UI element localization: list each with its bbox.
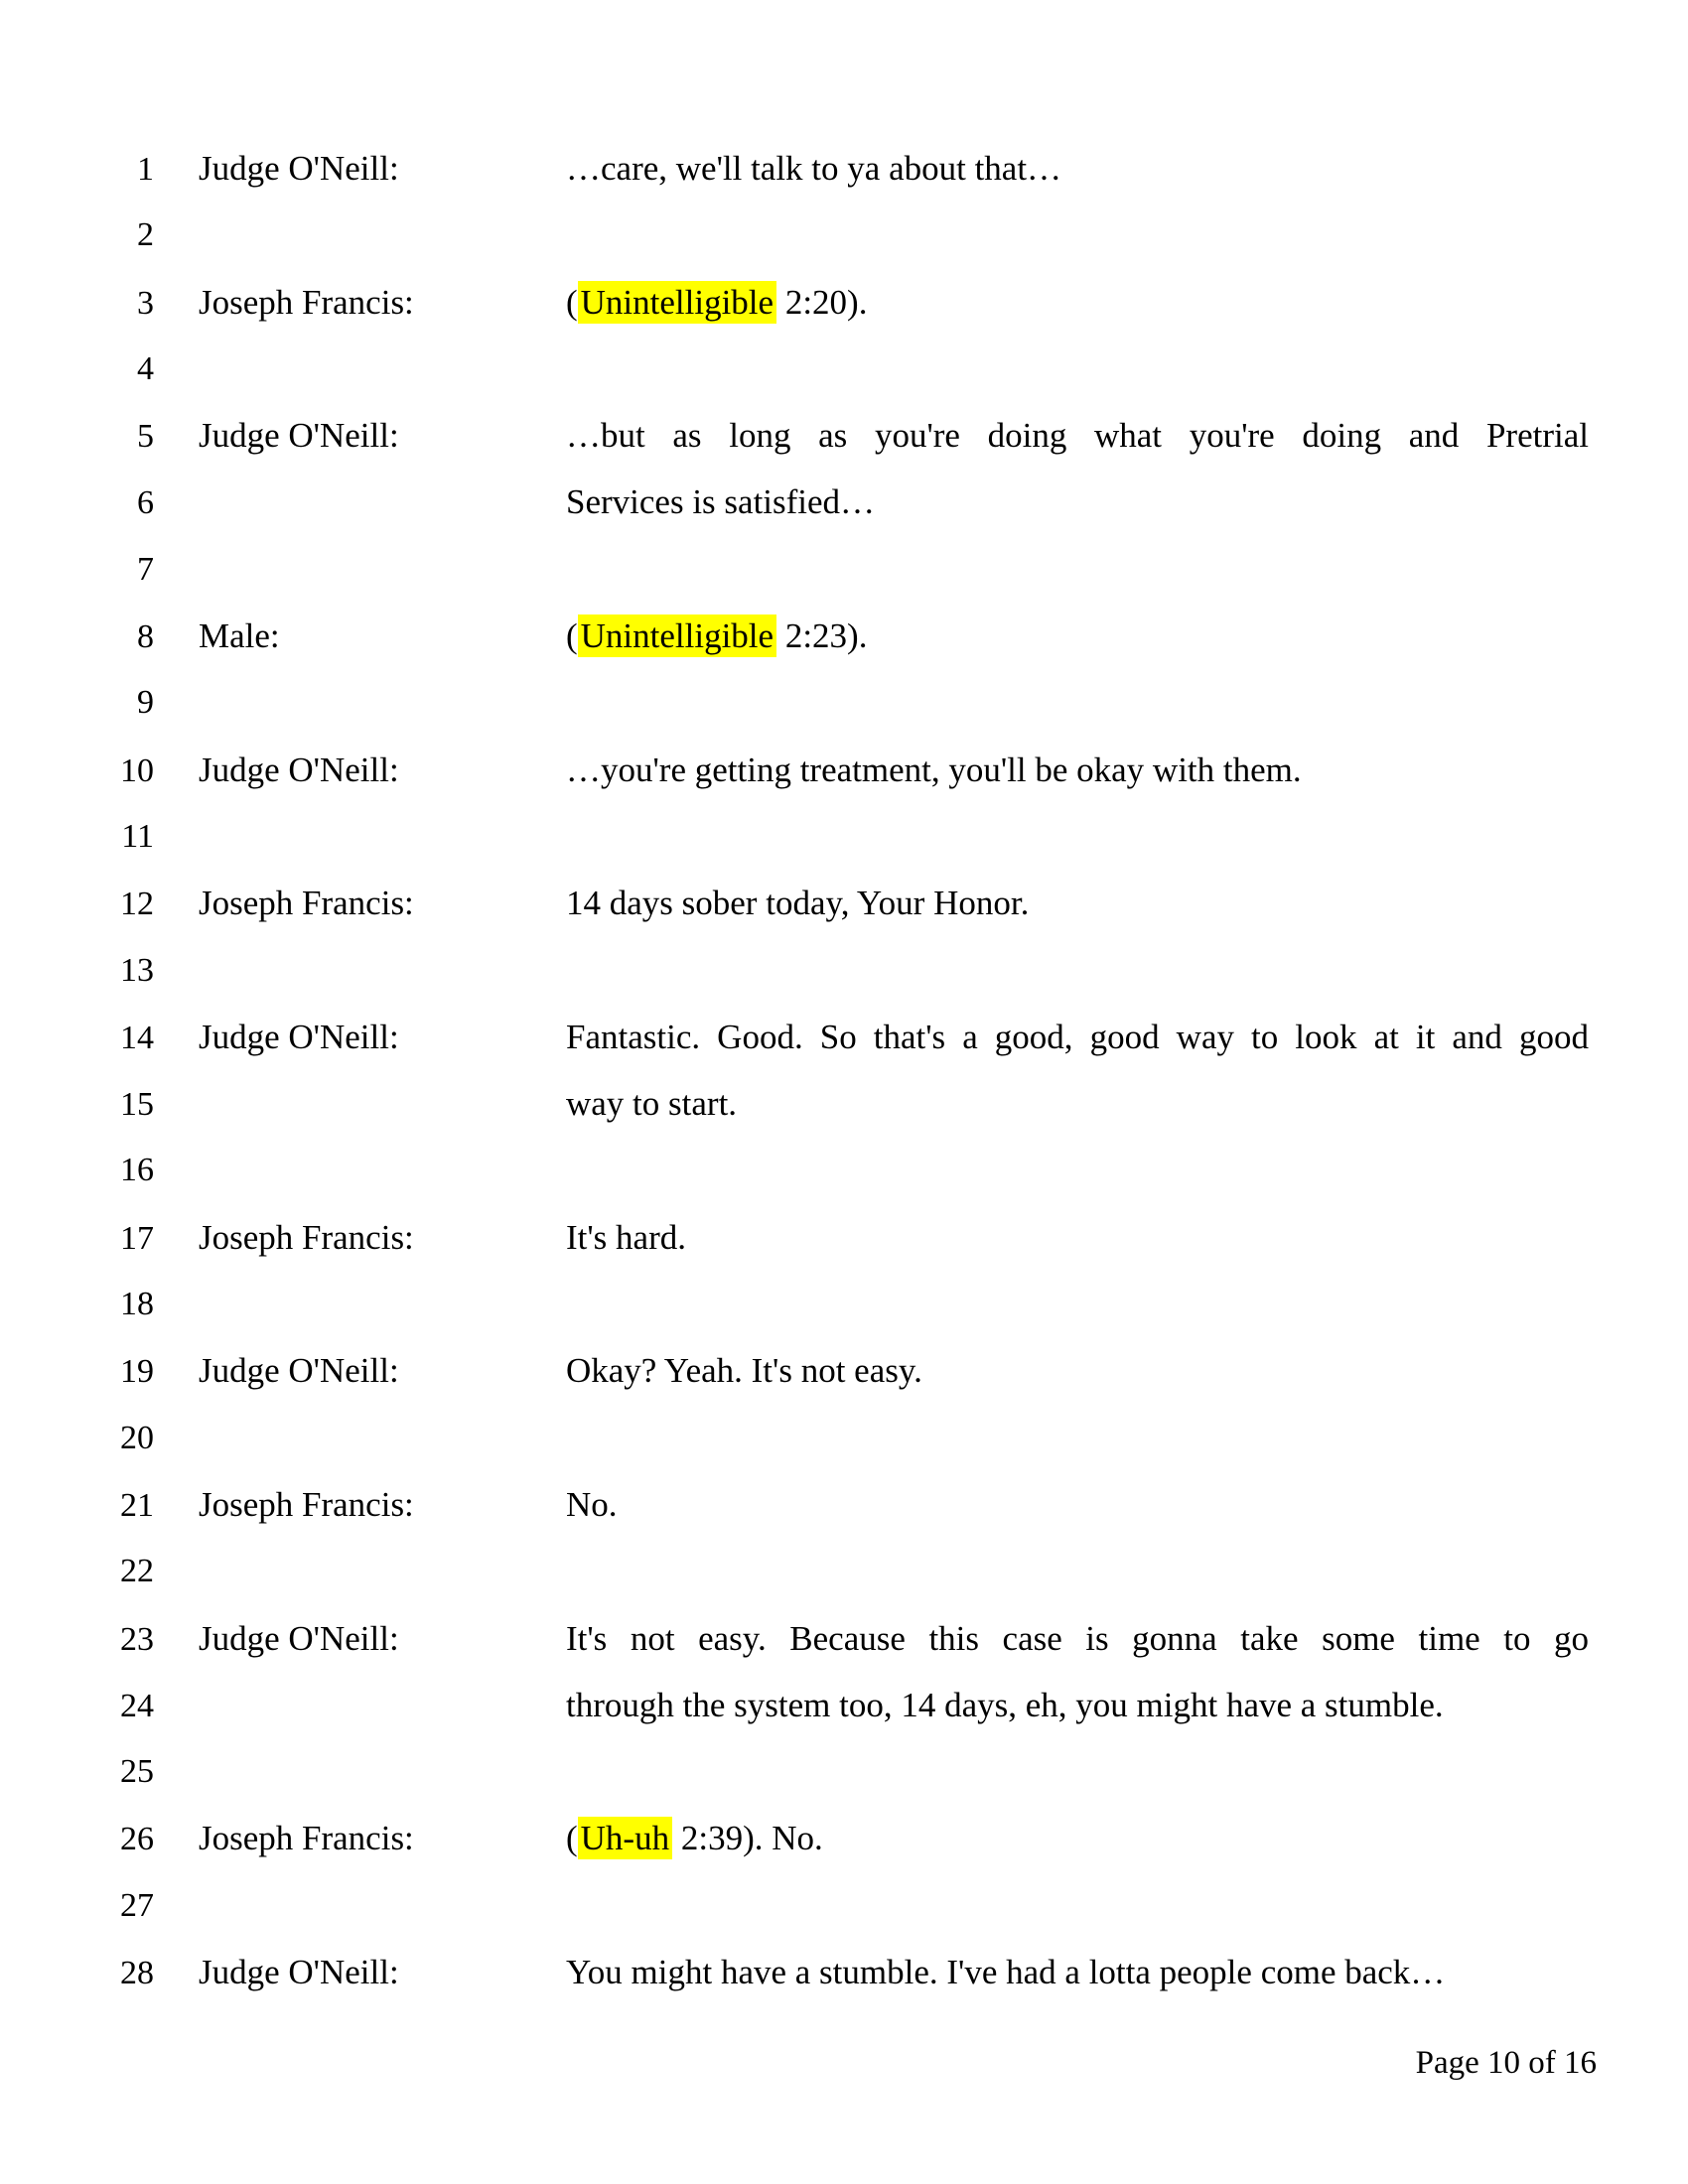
dialogue-text: [566, 1337, 1589, 1404]
transcript-line: [0, 269, 1688, 336]
dialogue-text: [566, 1204, 1589, 1271]
transcript-line: [0, 937, 1688, 1004]
dialogue-text: [566, 135, 1589, 202]
dialogue-segment: (: [566, 1819, 578, 1858]
line-number: 7: [137, 550, 154, 588]
line-number: 14: [120, 1019, 154, 1056]
speaker-label: Male:: [199, 616, 280, 656]
line-number: 2: [137, 216, 154, 254]
line-number: 18: [120, 1286, 154, 1323]
dialogue-segment: Services is satisfied…: [566, 482, 876, 522]
dialogue-segment: …but as long as you're doing what you're doing and Pretrial: [566, 416, 1589, 456]
line-number: 4: [137, 349, 154, 387]
line-number: 3: [137, 284, 154, 322]
dialogue-segment: No.: [566, 1484, 618, 1524]
speaker-label: Joseph Francis:: [199, 282, 414, 322]
dialogue-text: [566, 1070, 1589, 1137]
line-number: 6: [137, 484, 154, 522]
transcript-line: [0, 1939, 1688, 2005]
line-number: 5: [137, 418, 154, 456]
line-number: 16: [120, 1152, 154, 1189]
line-number: 23: [120, 1620, 154, 1658]
dialogue-segment: …care, we'll talk to ya about that…: [566, 149, 1062, 188]
line-number: 8: [137, 618, 154, 656]
dialogue-segment: way to start.: [566, 1084, 738, 1124]
transcript-line: [0, 603, 1688, 669]
transcript-line: [0, 737, 1688, 803]
speaker-label: Judge O'Neill:: [199, 1618, 399, 1658]
dialogue-segment: 14 days sober today, Your Honor.: [566, 884, 1030, 923]
dialogue-text: [566, 269, 1589, 336]
line-number: 1: [137, 151, 154, 188]
transcript-line: [0, 1405, 1688, 1471]
transcript-line: [0, 202, 1688, 268]
dialogue-segment: (: [566, 616, 578, 656]
transcript-line: [0, 1204, 1688, 1271]
line-number: 25: [120, 1753, 154, 1791]
transcript-line: [0, 402, 1688, 469]
line-number: 13: [120, 951, 154, 989]
dialogue-text: [566, 1672, 1589, 1738]
transcript-body: [0, 135, 1688, 2005]
transcript-line: [0, 1271, 1688, 1337]
dialogue-segment: You might have a stumble. I've had a lotta people come back…: [566, 1953, 1446, 1992]
speaker-label: Judge O'Neill:: [199, 750, 399, 789]
transcript-line: [0, 1004, 1688, 1070]
line-number: 12: [120, 886, 154, 923]
transcript-line: [0, 1538, 1688, 1604]
dialogue-segment: 2:20).: [776, 282, 868, 322]
dialogue-segment: …you're getting treatment, you'll be okay with them.: [566, 750, 1302, 789]
transcript-line: [0, 1605, 1688, 1672]
speaker-label: Joseph Francis:: [199, 884, 414, 923]
speaker-label: Judge O'Neill:: [199, 1351, 399, 1391]
dialogue-segment: 2:39). No.: [672, 1819, 823, 1858]
transcript-line: [0, 1070, 1688, 1137]
dialogue-text: [566, 603, 1589, 669]
speaker-label: Joseph Francis:: [199, 1484, 414, 1524]
transcript-line: [0, 1337, 1688, 1404]
line-number: 26: [120, 1821, 154, 1858]
transcript-line: [0, 1872, 1688, 1939]
transcript-line: [0, 669, 1688, 736]
speaker-label: Judge O'Neill:: [199, 1953, 399, 1992]
transcript-line: [0, 870, 1688, 936]
transcript-line: [0, 1672, 1688, 1738]
dialogue-text: [566, 469, 1589, 535]
dialogue-text: [566, 1605, 1589, 1672]
line-number: 19: [120, 1353, 154, 1391]
transcript-line: [0, 1471, 1688, 1538]
line-number: 22: [120, 1553, 154, 1590]
dialogue-segment: It's not easy. Because this case is gonna take some time to go: [566, 1618, 1589, 1658]
dialogue-text: [566, 1471, 1589, 1538]
speaker-label: Judge O'Neill:: [199, 416, 399, 456]
line-number: 20: [120, 1419, 154, 1456]
speaker-label: Joseph Francis:: [199, 1217, 414, 1257]
dialogue-text: [566, 870, 1589, 936]
transcript-line: [0, 803, 1688, 870]
transcript-line: [0, 336, 1688, 402]
line-number: 21: [120, 1486, 154, 1524]
transcript-line: [0, 469, 1688, 535]
speaker-label: Judge O'Neill:: [199, 149, 399, 188]
line-number: 27: [120, 1886, 154, 1924]
page-number: Page 10 of 16: [1415, 2045, 1597, 2081]
speaker-label: Joseph Francis:: [199, 1819, 414, 1858]
line-number: 24: [120, 1687, 154, 1724]
dialogue-text: [566, 1939, 1589, 2005]
line-number: 9: [137, 684, 154, 722]
dialogue-segment: It's hard.: [566, 1217, 686, 1257]
line-number: 15: [120, 1086, 154, 1124]
highlighted-text: Unintelligible: [578, 614, 776, 657]
line-number: 28: [120, 1955, 154, 1992]
dialogue-segment: through the system too, 14 days, eh, you might have a stumble.: [566, 1685, 1444, 1724]
highlighted-text: Unintelligible: [578, 281, 776, 324]
dialogue-segment: 2:23).: [776, 616, 868, 656]
dialogue-segment: (: [566, 282, 578, 322]
dialogue-segment: Okay? Yeah. It's not easy.: [566, 1351, 922, 1391]
transcript-line: [0, 536, 1688, 603]
dialogue-text: [566, 1004, 1589, 1070]
transcript-line: [0, 1137, 1688, 1203]
highlighted-text: Uh-uh: [578, 1817, 672, 1859]
speaker-label: Judge O'Neill:: [199, 1017, 399, 1056]
line-number: 17: [120, 1219, 154, 1257]
transcript-line: [0, 1738, 1688, 1805]
dialogue-text: [566, 737, 1589, 803]
transcript-line: [0, 1805, 1688, 1871]
dialogue-text: [566, 1805, 1589, 1871]
line-number: 11: [121, 817, 154, 855]
dialogue-text: [566, 402, 1589, 469]
line-number: 10: [120, 751, 154, 789]
transcript-line: [0, 135, 1688, 202]
dialogue-segment: Fantastic. Good. So that's a good, good way to look at it and good: [566, 1017, 1589, 1056]
